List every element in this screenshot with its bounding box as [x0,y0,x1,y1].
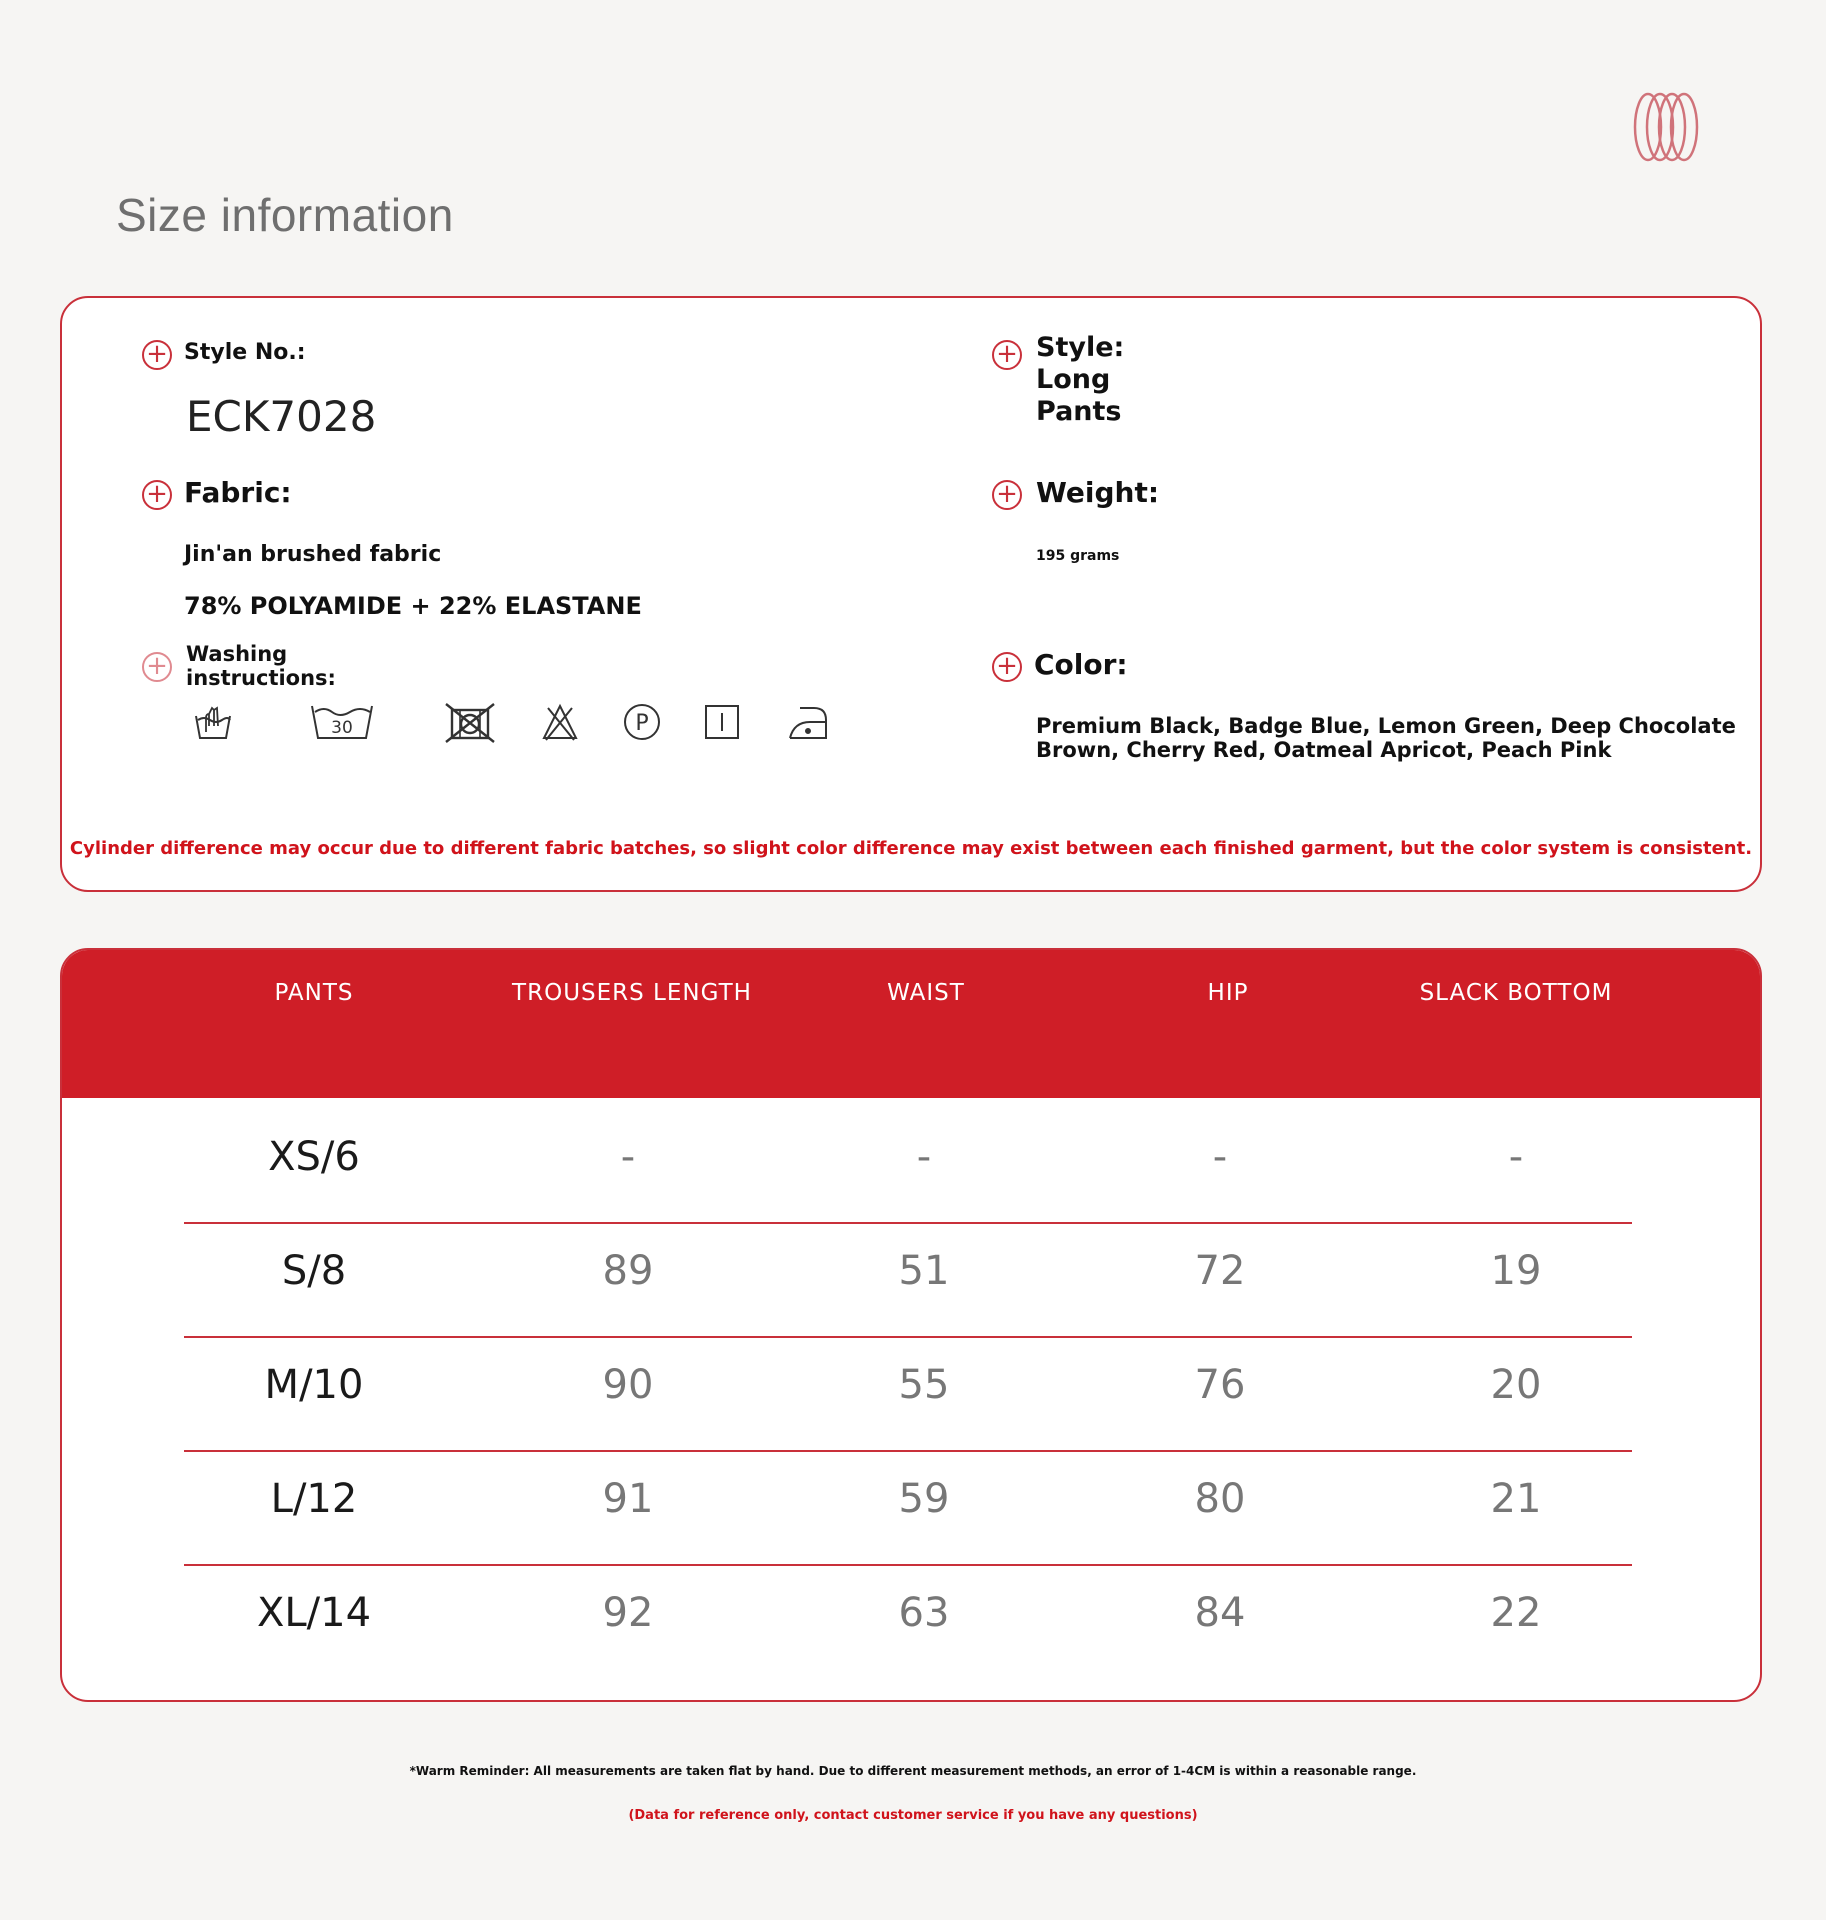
no-tumble-dry-icon [442,702,498,744]
page-title: Size information [116,189,454,241]
waist-cell: 55 [898,1362,950,1408]
hip-cell: 84 [1194,1590,1246,1636]
iron-low-icon [786,702,830,742]
product-info-card [60,296,1762,892]
table-row [62,1452,1760,1566]
hip-cell: 72 [1194,1248,1246,1294]
slack-bottom-cell: - [1508,1134,1524,1180]
trousers-length-cell: 90 [602,1362,654,1408]
wash-30-icon [310,702,374,742]
slack-bottom-cell: 19 [1490,1248,1542,1294]
trousers-length-cell: 89 [602,1248,654,1294]
plus-circle-icon: + [142,652,172,682]
size-cell: S/8 [281,1248,347,1294]
waist-cell: 63 [898,1590,950,1636]
table-row [62,1338,1760,1452]
plus-circle-icon: + [142,340,172,370]
no-bleach-icon [540,702,580,742]
weight-value: 195 grams [1036,548,1120,564]
color-difference-notice: Cylinder difference may occur due to different fabric batches, so slight color difference may exist between each finished garment, but the color system is consistent. [69,838,1753,859]
brand-rings-logo-icon [1628,88,1706,166]
column-header-hip: HIP [1207,980,1249,1006]
size-cell: XL/14 [256,1590,372,1636]
color-value-line2: Brown, Cherry Red, Oatmeal Apricot, Peach Pink [1036,738,1612,762]
svg-text:P: P [635,711,649,736]
hip-cell: 76 [1194,1362,1246,1408]
measurement-reminder: *Warm Reminder: All measurements are taken flat by hand. Due to different measurement methods, an error of 1-4CM is within a reasonable range. [409,1764,1417,1778]
size-cell: XS/6 [268,1134,360,1180]
column-header-waist: WAIST [887,980,965,1006]
size-table [60,948,1762,1702]
hand-wash-icon [192,702,234,742]
trousers-length-cell: 91 [602,1476,654,1522]
waist-cell: 59 [898,1476,950,1522]
dry-clean-p-icon [622,702,662,742]
trousers-length-cell: - [620,1134,636,1180]
plus-circle-icon: + [992,652,1022,682]
column-header-pants: PANTS [274,980,354,1006]
size-cell: L/12 [270,1476,358,1522]
table-row [62,1110,1760,1224]
table-header [62,950,1760,1098]
style-value-line2: Pants [1036,396,1122,427]
fabric-value: Jin'an brushed fabric [184,542,442,567]
washing-label-line2: instructions: [186,666,336,690]
plus-circle-icon: + [142,480,172,510]
color-value-line1: Premium Black, Badge Blue, Lemon Green, Deep Chocolate [1036,714,1736,738]
washing-label-line1: Washing [186,642,288,666]
trousers-length-cell: 92 [602,1590,654,1636]
weight-label: Weight: [1036,476,1160,509]
slack-bottom-cell: 21 [1490,1476,1542,1522]
color-label: Color: [1034,648,1128,681]
hip-cell: 80 [1194,1476,1246,1522]
svg-text:30: 30 [331,718,353,738]
plus-circle-icon: + [992,480,1022,510]
style-no-value: ECK7028 [186,392,377,441]
fabric-label: Fabric: [184,476,292,509]
reference-note: (Data for reference only, contact customer service if you have any questions) [628,1808,1198,1823]
waist-cell: - [916,1134,932,1180]
size-cell: M/10 [264,1362,364,1408]
hip-cell: - [1212,1134,1228,1180]
style-no-label: Style No.: [184,340,306,365]
column-header-trousers-length: TROUSERS LENGTH [512,980,752,1006]
table-row [62,1566,1760,1680]
line-dry-icon [702,702,742,742]
style-label: Style: [1036,332,1125,363]
plus-circle-icon: + [992,340,1022,370]
slack-bottom-cell: 22 [1490,1590,1542,1636]
style-value-line1: Long [1036,364,1111,395]
waist-cell: 51 [898,1248,950,1294]
composition-value: 78% POLYAMIDE + 22% ELASTANE [184,592,642,620]
column-header-slack-bottom: SLACK BOTTOM [1419,980,1613,1006]
table-row [62,1224,1760,1338]
slack-bottom-cell: 20 [1490,1362,1542,1408]
